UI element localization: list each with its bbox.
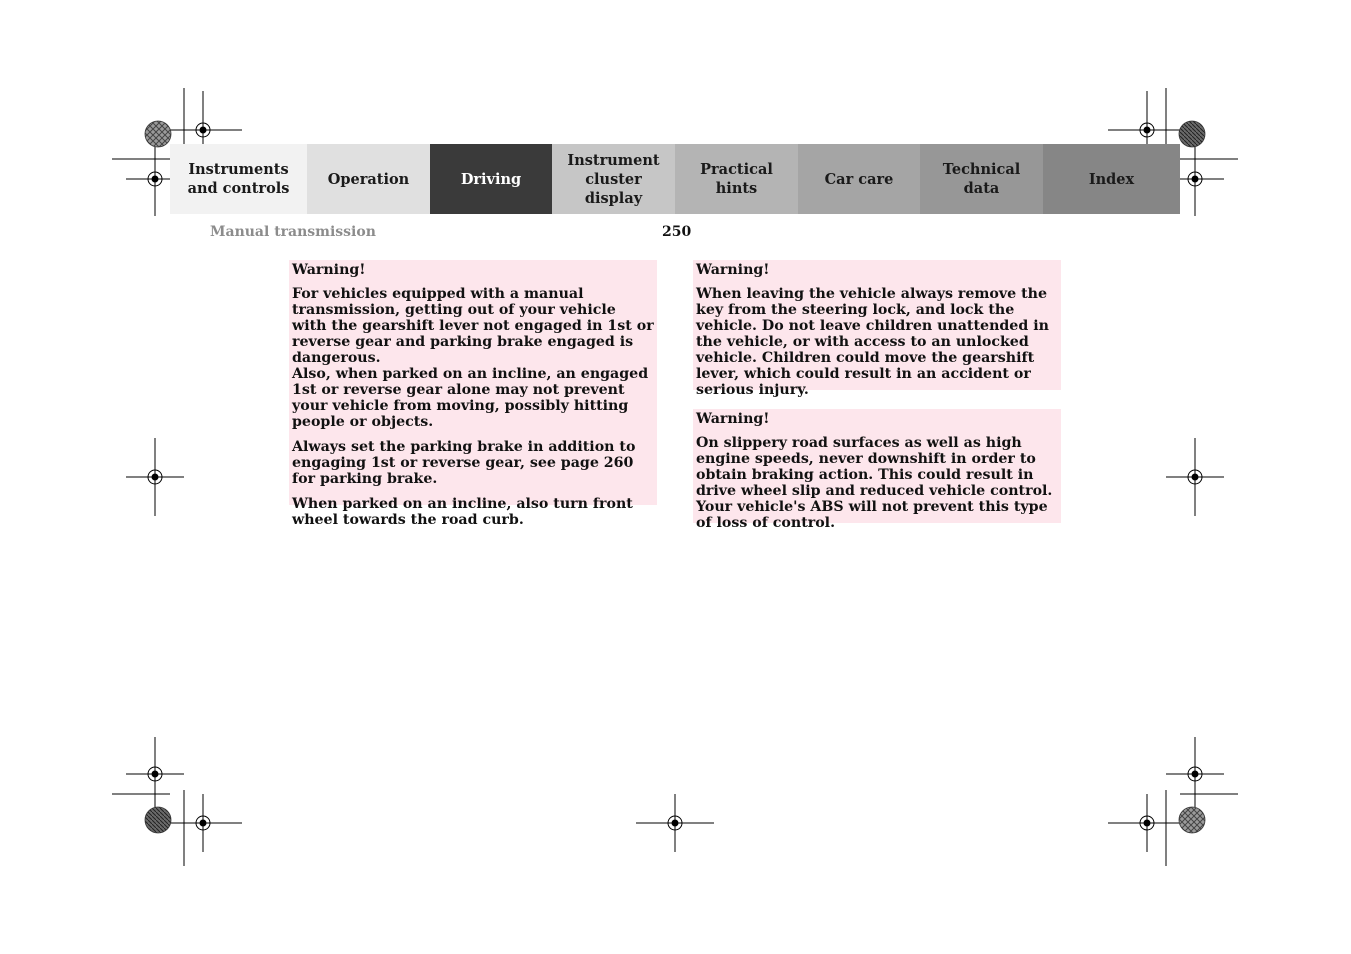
warning-box xyxy=(693,260,1061,398)
tab-index[interactable]: Index xyxy=(1043,144,1180,214)
tab-instruments-and-controls[interactable]: Instruments and controls xyxy=(170,144,307,214)
crosshair-icon xyxy=(126,737,184,811)
warning-text: When parked on an incline, also turn front wheel towards the road curb. xyxy=(292,496,633,528)
warning-text: Always set the parking brake in addition to engaging 1st or reverse gear, see page 260 for parking brake. xyxy=(292,439,636,487)
crosshair-icon xyxy=(1166,737,1224,811)
tab-operation[interactable]: Operation xyxy=(307,144,430,214)
warning-text: For vehicles equipped with a manual transmission, getting out of your vehicle with the gearshift lever not engaged in 1st or reverse gear and parking brake engaged is dangerous. Also, when parked on an incline, an engaged 1st or reverse gear alone may not prevent your vehicle from moving, possibly hitting people or objects. xyxy=(292,286,654,430)
crosshair-icon xyxy=(126,438,184,516)
starburst-icon xyxy=(1179,807,1205,833)
warning-box xyxy=(693,409,1061,531)
warning-title: Warning! xyxy=(696,411,770,427)
crosshair-icon xyxy=(164,794,242,852)
page-number: 250 xyxy=(662,224,692,240)
crosshair-icon xyxy=(636,794,714,852)
tab-instrument-cluster-display[interactable]: Instrument cluster display xyxy=(552,144,675,214)
warning-title: Warning! xyxy=(696,262,770,278)
chapter-tab-bar xyxy=(170,144,1180,214)
crosshair-icon xyxy=(1108,794,1186,852)
tab-practical-hints[interactable]: Practical hints xyxy=(675,144,798,214)
starburst-icon xyxy=(145,807,171,833)
section-title: Manual transmission xyxy=(210,224,376,240)
warning-text: On slippery road surfaces as well as high engine speeds, never downshift in order to obtain braking action. This could result in drive wheel slip and reduced vehicle control. Your vehicle's ABS will not prevent this type of loss of control. xyxy=(696,435,1053,531)
tab-technical-data[interactable]: Technical data xyxy=(920,144,1043,214)
tab-driving[interactable]: Driving xyxy=(430,144,552,214)
starburst-icon xyxy=(1179,121,1205,147)
warning-text: When leaving the vehicle always remove the key from the steering lock, and lock the vehicle. Do not leave children unattended in the vehicle, or with access to an unlocked vehicle. Children could move the gearshift lever, which could result in an accident or serious injury. xyxy=(696,286,1049,398)
starburst-icon xyxy=(145,121,171,147)
tab-car-care[interactable]: Car care xyxy=(798,144,920,214)
warning-box xyxy=(289,260,657,528)
crosshair-icon xyxy=(1166,438,1224,516)
warning-title: Warning! xyxy=(292,262,366,278)
